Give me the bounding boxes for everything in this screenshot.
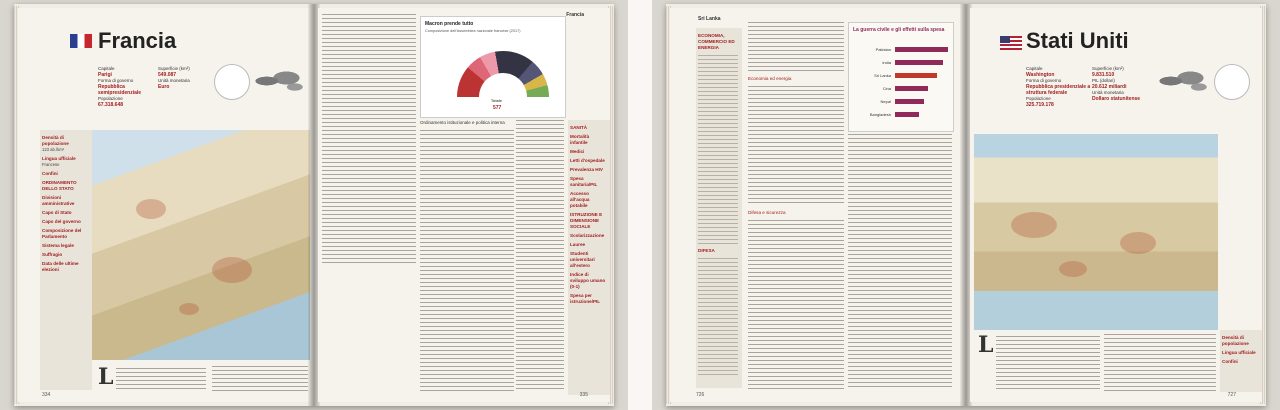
photo-francia-spread [0, 0, 628, 410]
page-title: Stati Uniti [1026, 28, 1129, 53]
sidebar-label: Accesso all'acqua potabile [570, 191, 590, 208]
bar-label: India [882, 60, 891, 65]
page-number: 334 [42, 392, 51, 398]
sidebar-label: Prevalenza HIV [570, 167, 603, 172]
sidebar-label: Spesa per istruzione/PIL [570, 293, 601, 304]
sidebar-label: Scolarizzazione [570, 233, 605, 238]
sidebar-label: ISTRUZIONE E DIMENSIONE SOCIALE [570, 212, 603, 229]
page-title: Francia [98, 28, 177, 53]
bar [895, 47, 948, 52]
sidebar-label: Capo di Stato [42, 210, 72, 215]
sidebar-value: Francese [42, 162, 60, 167]
stats-sidebar [568, 120, 610, 395]
government-label: Forma di governo [1026, 78, 1062, 83]
drop-cap: L [978, 332, 994, 358]
sidebar-label: Densità di popolazione [42, 135, 69, 146]
body-text [116, 368, 206, 392]
spending-chart [848, 22, 954, 132]
sidebar-label: Lingua ufficiale [1222, 350, 1256, 355]
bar [895, 60, 943, 65]
sidebar-label: SANITÀ [570, 125, 588, 130]
map-france [92, 130, 310, 360]
world-map-icon [250, 66, 306, 96]
body-text [848, 134, 952, 390]
sidebar-label: Composizione del Parlamento [42, 228, 82, 239]
defense-header: DIFESA [698, 248, 715, 253]
chart-title: La guerra civile e gli effetti sulla spesa [853, 27, 945, 33]
government-value: Repubblica presidenziale a struttura federale [1026, 84, 1091, 96]
sidebar-label: Sistema legale [42, 243, 74, 248]
globe-icon [214, 64, 250, 100]
bar [895, 112, 919, 117]
population-label: Popolazione [1026, 96, 1051, 101]
population-value: 67.318.648 [98, 102, 124, 108]
page-number: 726 [696, 392, 705, 398]
sidebar [40, 130, 92, 390]
bar-label: Sri Lanka [874, 73, 891, 78]
sidebar-header: ECONOMIA, COMMERCIO ED ENERGIA [698, 33, 735, 50]
country-info [98, 66, 158, 108]
body-text [748, 86, 844, 206]
chart-total: 577 [493, 105, 502, 111]
page-727 [970, 8, 1262, 402]
sidebar-label: Lingua ufficiale [42, 156, 76, 161]
world-map-icon [1154, 66, 1210, 96]
capital-label: Capitale [1026, 66, 1043, 71]
body-text [212, 366, 308, 394]
map-united-states [974, 134, 1218, 330]
gap [628, 0, 652, 410]
population-value: 325.719.178 [1026, 102, 1054, 108]
capital-value: Parigi [98, 72, 112, 78]
population-label: Popolazione [98, 96, 123, 101]
bar [895, 99, 924, 104]
sidebar-label: Spesa sanitaria/PIL [570, 176, 598, 187]
sidebar-label: Lauree [570, 242, 586, 247]
chart-subtitle: Composizione dell'Assemblea nazionale francese (2017) [425, 29, 521, 33]
assembly-chart [420, 16, 566, 118]
area-label: Superficie (km²) [158, 66, 190, 71]
body-text [996, 336, 1100, 392]
bar [895, 86, 928, 91]
sidebar-label: Densità di popolazione [1222, 335, 1249, 346]
economy-sidebar [696, 28, 742, 388]
page-335 [318, 8, 610, 402]
book [14, 4, 614, 406]
area-value: 9.831.510 [1092, 72, 1115, 78]
bar [895, 73, 937, 78]
photo-stati-uniti-spread [652, 0, 1280, 410]
sidebar-label: Data delle ultime elezioni [42, 261, 79, 272]
sidebar-label: Studenti universitari all'estero [570, 251, 595, 268]
section-heading: Ordinamento istituzionale e politica interna [420, 120, 505, 125]
sidebar-label: Medici [570, 149, 585, 154]
currency-value: Dollaro statunitense [1092, 96, 1141, 102]
page-number: 335 [579, 392, 588, 398]
capital-label: Capitale [98, 66, 115, 71]
drop-cap: L [98, 364, 114, 390]
sidebar-label: Mortalità infantile [570, 134, 590, 145]
area-label: Superficie (km²) [1092, 66, 1124, 71]
capital-value: Washington [1026, 72, 1055, 78]
sidebar-label: Letti d'ospedale [570, 158, 605, 163]
section-heading: Economia ed energia [748, 76, 792, 81]
sidebar-text [698, 258, 738, 378]
gdp-value: 20.612 miliardi [1092, 84, 1127, 90]
bar-label: Cina [882, 86, 891, 91]
body-text [1104, 334, 1216, 392]
sidebar-label: Capo del governo [42, 219, 81, 224]
country-info-2 [158, 66, 208, 90]
currency-label: Unità monetaria [1092, 90, 1124, 95]
page-726 [670, 8, 962, 402]
globe-icon [1214, 64, 1250, 100]
body-text [516, 120, 564, 392]
running-head: Sri Lanka [698, 16, 721, 22]
body-text [748, 22, 844, 72]
chart-total-label: Totale [491, 99, 502, 103]
bar-label: Pakistan [875, 47, 891, 52]
book [666, 4, 1266, 406]
running-head: Francia [566, 12, 584, 18]
sidebar-label: Suffragio [42, 252, 63, 257]
bar-label: Nepal [880, 99, 891, 104]
sidebar-value: 123 ab./km² [42, 147, 65, 152]
area-value: 549.087 [158, 72, 177, 78]
sidebar-label: Indice di sviluppo umano (0-1) [570, 272, 606, 289]
body-text [420, 130, 514, 392]
body-text [748, 220, 844, 390]
sidebar-label: ORDINAMENTO DELLO STATO [42, 180, 77, 191]
page-334 [18, 8, 310, 402]
body-text [322, 14, 416, 264]
country-info [1026, 66, 1092, 108]
french-flag-icon [70, 34, 92, 48]
gdp-label: PIL (dollari) [1092, 78, 1115, 83]
government-label: Forma di governo [98, 78, 134, 83]
government-value: Repubblica semipresidenziale [98, 84, 142, 96]
chart-title: Macron prende tutto [425, 21, 474, 27]
hemicycle [457, 51, 549, 97]
subsection-heading: Difesa e sicurezza [748, 210, 786, 215]
country-info-2 [1092, 66, 1150, 102]
sidebar-label: Confini [42, 171, 58, 176]
us-flag-icon [1000, 36, 1022, 50]
sidebar [1220, 330, 1262, 392]
currency-value: Euro [158, 84, 170, 90]
sidebar-text [698, 55, 738, 245]
sidebar-label: Confini [1222, 359, 1238, 364]
page-number: 727 [1227, 392, 1236, 398]
bar-label: Bangladesh [869, 112, 891, 117]
sidebar-label: Divisioni amministrative [42, 195, 75, 206]
currency-label: Unità monetaria [158, 78, 190, 83]
